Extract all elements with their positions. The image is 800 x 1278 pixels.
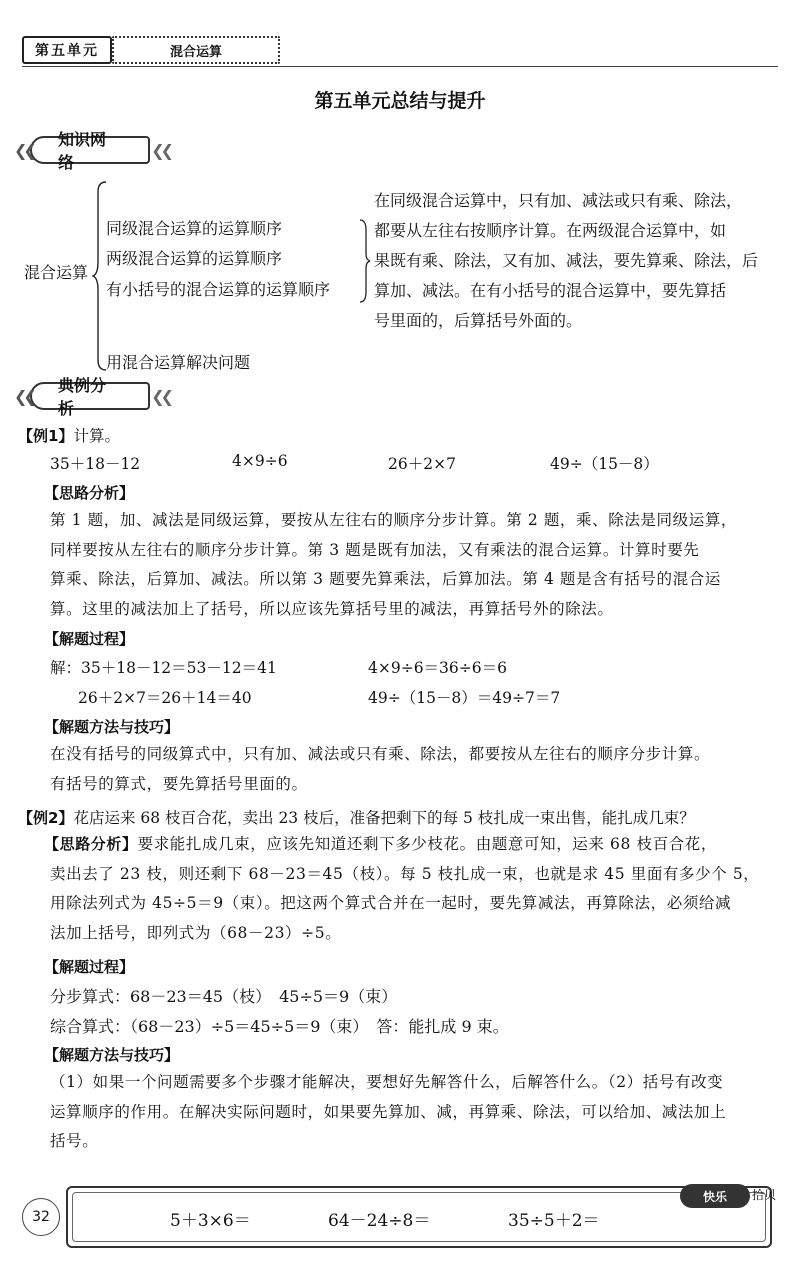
network-item-2: 两级混合运算的运算顺序 [106, 249, 283, 268]
chevron-left-icon: ❮❮ [14, 141, 33, 160]
example1-process-label: 【解题过程】 [44, 630, 135, 648]
analysis-line: 卖出去了 23 枝，则还剩下 68－23＝45（枝）。每 5 枝扎成一束，也就是求 45 里面有多少个 5， [50, 864, 760, 883]
chevron-double-left-icon: ❮❮ [151, 387, 170, 406]
example1-solution-1: 解：35＋18－12＝53－12＝41 [50, 659, 277, 677]
section-network-tag [14, 130, 170, 172]
tips-line: 运算顺序的作用。在解决实际问题时，如果要先算加、减，再算乘、除法，可以给加、减法加上 [50, 1102, 727, 1121]
analysis-line: 用除法列式为 45÷5＝9（束）。把这两个算式合并在一起时，要先算减法，再算除法，必须给减 [50, 894, 732, 912]
example2-analysis [44, 830, 776, 948]
example2-heading [18, 806, 695, 828]
section-examples-label: 典例分析 [58, 376, 107, 418]
example2-tips [50, 1068, 776, 1157]
tips-line: 括号。 [50, 1132, 99, 1150]
page-number: 32 [22, 1198, 60, 1236]
tips-line: 有括号的算式，要先算括号里面的。 [50, 774, 308, 793]
topic-label: 混合运算 [112, 36, 280, 64]
practice-exercise-2: 64－24÷8＝ [328, 1211, 431, 1231]
summary-line: 果既有乘、除法，又有加、减法，要先算乘、除法，后 [374, 251, 759, 270]
chevron-left-icon: ❮❮ [14, 387, 33, 406]
example1-solution-4: 49÷（15－8）＝49÷7＝7 [368, 689, 561, 707]
left-brace [92, 180, 108, 372]
tips-line: （1）如果一个问题需要多个步骤才能解决，要想好先解答什么，后解答什么。（2）括号有改变 [50, 1073, 724, 1091]
example1-analysis-label: 【思路分析】 [44, 484, 135, 502]
example1-problem-1: 35＋18－12 [50, 455, 141, 473]
brand-suffix: 拾贝 [752, 1188, 777, 1202]
summary-line: 都要从左往右按顺序计算。在两级混合运算中，如 [374, 221, 727, 240]
section-examples-tag [14, 376, 170, 418]
example1-tips [50, 740, 776, 799]
practice-exercise-1: 5＋3×6＝ [170, 1211, 251, 1231]
summary-line: 算加、减法。在有小括号的混合运算中，要先算括 [374, 281, 727, 300]
example2-combined-equation: 综合算式：（68－23）÷5＝45÷5＝9（束） 答：能扎成 9 束。 [50, 1017, 509, 1036]
summary-line: 在同级混合运算中，只有加、减法或只有乘、除法， [374, 191, 743, 210]
network-item-4: 用混合运算解决问题 [106, 353, 251, 372]
example1-analysis [50, 506, 776, 624]
section-network-label: 知识网络 [58, 130, 107, 172]
example1-problem-3: 26＋2×7 [388, 455, 456, 473]
analysis-line: 算乘、除法，后算加、减法。所以第 3 题要先算乘法，后算加法。第 4 题是含有括号的混合运 [50, 570, 721, 588]
practice-exercise-3: 35÷5＋2＝ [508, 1211, 600, 1231]
analysis-line: 法加上括号，即列式为（68－23）÷5。 [50, 923, 342, 942]
analysis-line: 第 1 题，加、减法是同级运算，要按从左往右的顺序分步计算。第 2 题，乘、除法是同级运算， [50, 511, 738, 529]
example1-problem-4: 49÷（15－8） [550, 455, 659, 473]
brand-badge: 快乐 [680, 1184, 750, 1208]
example2-tag: 【例2】 [18, 809, 74, 827]
tips-line: 在没有括号的同级算式中，只有加、减法或只有乘、除法，都要按从左往右的顺序分步计算。 [50, 745, 711, 763]
network-item-1: 同级混合运算的运算顺序 [106, 219, 283, 238]
example2-tips-label: 【解题方法与技巧】 [44, 1046, 180, 1064]
chevron-double-left-icon: ❮❮ [151, 141, 170, 160]
analysis-text: 要求能扎成几束，应该先知道还剩下多少枝花。由题意可知，运来 68 枝百合花， [137, 835, 717, 853]
example1-heading [18, 424, 120, 446]
example1-tag: 【例1】 [18, 427, 74, 445]
example1-solution-3: 26＋2×7＝26＋14＝40 [78, 689, 252, 707]
example2-analysis-label: 【思路分析】 [44, 835, 138, 853]
example2-step-equation: 分步算式：68－23＝45（枝） 45÷5＝9（束） [50, 987, 398, 1006]
example1-prompt: 计算。 [73, 427, 120, 445]
analysis-line [44, 830, 776, 860]
right-brace [358, 218, 372, 304]
network-summary [374, 186, 774, 336]
example2-prompt: 花店运来 68 枝百合花，卖出 23 枝后，准备把剩下的每 5 枝扎成一束出售，能扎成几束？ [73, 809, 695, 827]
analysis-line: 算。这里的减法加上了括号，所以应该先算括号里的减法，再算括号外的除法。 [50, 599, 614, 618]
unit-label: 第五单元 [22, 36, 112, 64]
example1-tips-label: 【解题方法与技巧】 [44, 718, 180, 736]
summary-line: 号里面的，后算括号外面的。 [374, 311, 583, 330]
example1-solution-2: 4×9÷6＝36÷6＝6 [368, 659, 507, 677]
header-divider [22, 66, 778, 67]
example1-problem-2: 4×9÷6 [232, 452, 288, 470]
example2-process-label: 【解题过程】 [44, 958, 135, 976]
page-title: 第五单元总结与提升 [314, 90, 486, 112]
network-item-3: 有小括号的混合运算的运算顺序 [106, 280, 331, 299]
network-root: 混合运算 [24, 263, 89, 282]
analysis-line: 同样要按从左往右的顺序分步计算。第 3 题是既有加法，又有乘法的混合运算。计算时要先 [50, 540, 700, 559]
